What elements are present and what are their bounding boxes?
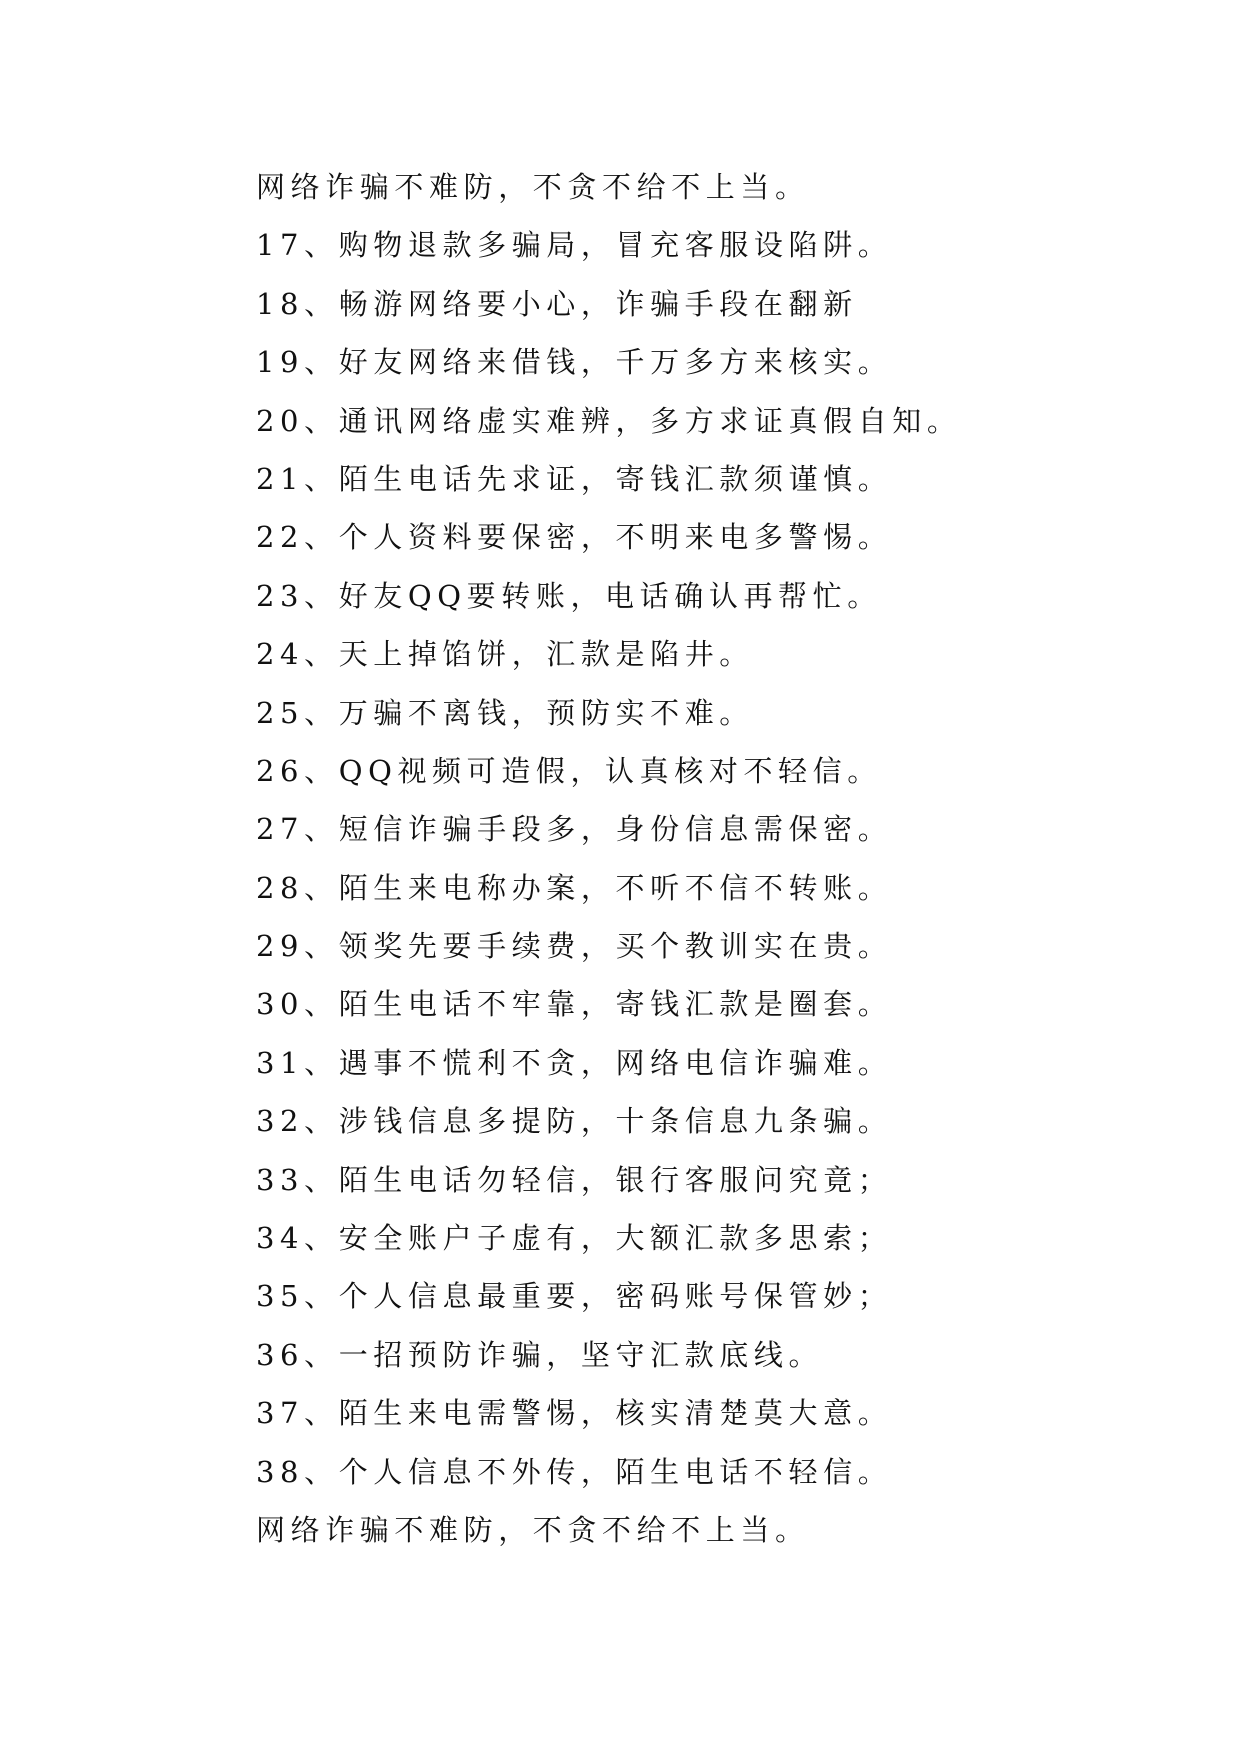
text-line: 30、陌生电话不牢靠，寄钱汇款是圈套。 <box>256 987 893 1022</box>
text-line: 23、好友QQ要转账，电话确认再帮忙。 <box>256 578 882 613</box>
text-line: 31、遇事不慌利不贪，网络电信诈骗难。 <box>256 1045 893 1080</box>
text-line: 网络诈骗不难防，不贪不给不上当。 <box>256 170 810 204</box>
text-line: 22、个人资料要保密，不明来电多警惕。 <box>256 520 893 555</box>
text-line: 26、QQ视频可造假，认真核对不轻信。 <box>256 753 882 788</box>
text-line: 24、天上掉馅饼，汇款是陷井。 <box>256 637 754 672</box>
text-line: 29、领奖先要手续费，买个教训实在贵。 <box>256 929 893 964</box>
text-line: 17、购物退款多骗局，冒充客服设陷阱。 <box>256 228 893 263</box>
text-line: 35、个人信息最重要，密码账号保管妙； <box>256 1279 893 1314</box>
text-line: 18、畅游网络要小心，诈骗手段在翻新 <box>256 286 858 321</box>
text-line: 37、陌生来电需警惕，核实清楚莫大意。 <box>256 1396 893 1431</box>
text-line: 19、好友网络来借钱，千万多方来核实。 <box>256 345 893 380</box>
text-line: 27、短信诈骗手段多，身份信息需保密。 <box>256 812 893 847</box>
text-line: 网络诈骗不难防，不贪不给不上当。 <box>256 1512 810 1547</box>
text-line: 33、陌生电话勿轻信，银行客服问究竟； <box>256 1162 893 1197</box>
text-line: 20、通讯网络虚实难辨，多方求证真假自知。 <box>256 403 962 438</box>
text-line: 25、万骗不离钱，预防实不难。 <box>256 695 754 730</box>
text-line: 21、陌生电话先求证，寄钱汇款须谨慎。 <box>256 461 893 496</box>
text-line: 34、安全账户子虚有，大额汇款多思索； <box>256 1221 893 1256</box>
text-line: 28、陌生来电称办案，不听不信不转账。 <box>256 870 893 905</box>
text-line: 38、个人信息不外传，陌生电话不轻信。 <box>256 1454 893 1489</box>
document-body <box>256 158 1156 1559</box>
text-line: 36、一招预防诈骗，坚守汇款底线。 <box>256 1337 824 1372</box>
text-line: 32、涉钱信息多提防，十条信息九条骗。 <box>256 1104 893 1139</box>
